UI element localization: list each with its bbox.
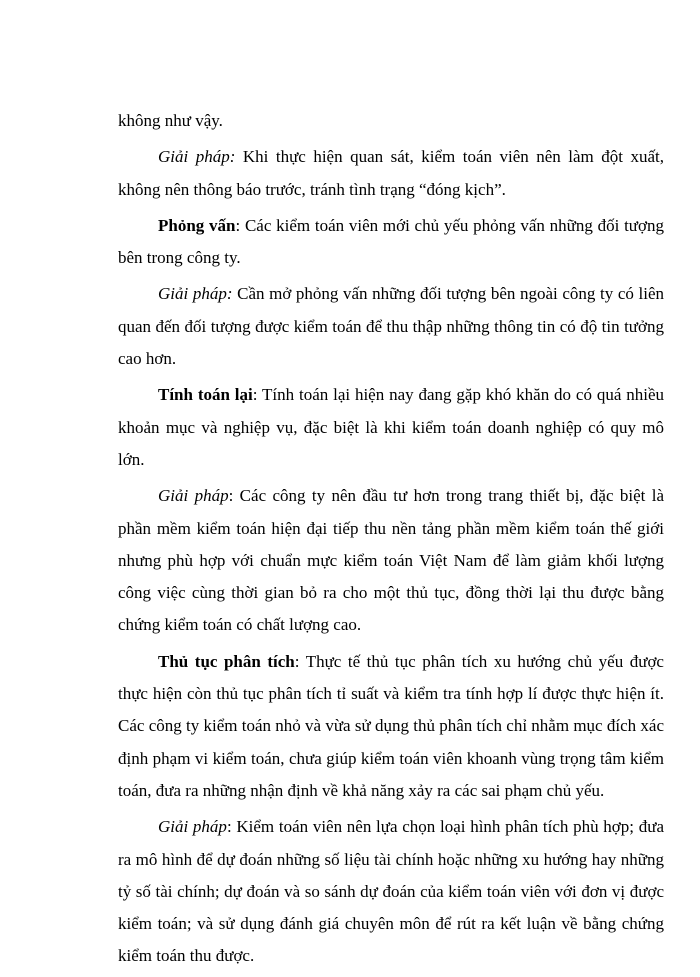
paragraph-observation-solution	[118, 141, 664, 206]
paragraph-text: Khi thực hiện quan sát, kiểm toán viên nên làm đột xuất, không nên thông báo trước, tránh tình trạng “đóng kịch”.	[118, 147, 664, 199]
paragraph-recalculation-solution	[118, 480, 664, 641]
paragraph-lead: Giải pháp:	[158, 284, 233, 304]
paragraph-lead: Giải pháp:	[158, 147, 236, 167]
paragraph-text: : Kiểm toán viên nên lựa chọn loại hình phân tích phù hợp; đưa ra mô hình để dự đoán những số liệu tài chính hoặc những xu hướng hay những tỷ số tài chính; dự đoán và so sánh dự đoán của kiểm toán viên với đơn vị được kiểm toán; và sử dụng đánh giá chuyên môn để rút ra kết luận về bằng chứng kiểm toán thu được.	[118, 817, 664, 966]
paragraph-lead: Tính toán lại	[158, 385, 253, 405]
paragraph-text: : Các công ty nên đầu tư hơn trong trang thiết bị, đặc biệt là phần mềm kiểm toán hiện đại tiếp thu nền tảng phần mềm kiểm toán thế giới nhưng phù hợp với chuẩn mực kiểm toán Việt Nam để làm giảm khối lượng công việc cùng thời gian bỏ ra cho một thủ tục, đồng thời lại thu được bằng chứng kiểm toán có chất lượng cao.	[118, 486, 664, 635]
paragraph-lead: Giải pháp	[158, 486, 229, 506]
paragraph-text: không như vậy.	[118, 111, 223, 130]
paragraph-lead: Phỏng vấn	[158, 215, 236, 235]
paragraph-analytical-solution	[118, 811, 664, 972]
paragraph-interview	[118, 210, 664, 275]
paragraph-analytical-procedures	[118, 646, 664, 807]
paragraph-lead: Giải pháp	[158, 817, 227, 837]
document-page	[118, 105, 664, 977]
paragraph-text: : Tính toán lại hiện nay đang gặp khó khăn do có quá nhiều khoản mục và nghiệp vụ, đặc biệt là khi kiểm toán doanh nghiệp có quy mô lớn.	[118, 385, 664, 469]
paragraph-lead: Thủ tục phân tích	[158, 651, 295, 671]
paragraph-text: : Các kiểm toán viên mới chủ yếu phỏng vấn những đối tượng bên trong công ty.	[118, 215, 665, 268]
paragraph-recalculation	[118, 379, 664, 476]
paragraph-continuation	[118, 105, 664, 137]
paragraph-text: Cần mở phỏng vấn những đối tượng bên ngoài công ty có liên quan đến đối tượng được kiểm toán để thu thập những thông tin có độ tin tưởng cao hơn.	[118, 284, 664, 369]
paragraph-interview-solution	[118, 278, 664, 375]
paragraph-text: : Thực tế thủ tục phân tích xu hướng chủ yếu được thực hiện còn thủ tục phân tích tỉ suất và kiểm tra tính hợp lí được thực hiện ít. Các công ty kiểm toán nhỏ và vừa sử dụng thủ phân tích chỉ nhằm mục đích xác định phạm vi kiểm toán, chưa giúp kiểm toán viên khoanh vùng trọng tâm kiểm toán, đưa ra những nhận định về khả năng xảy ra các sai phạm chủ yếu.	[118, 651, 664, 800]
